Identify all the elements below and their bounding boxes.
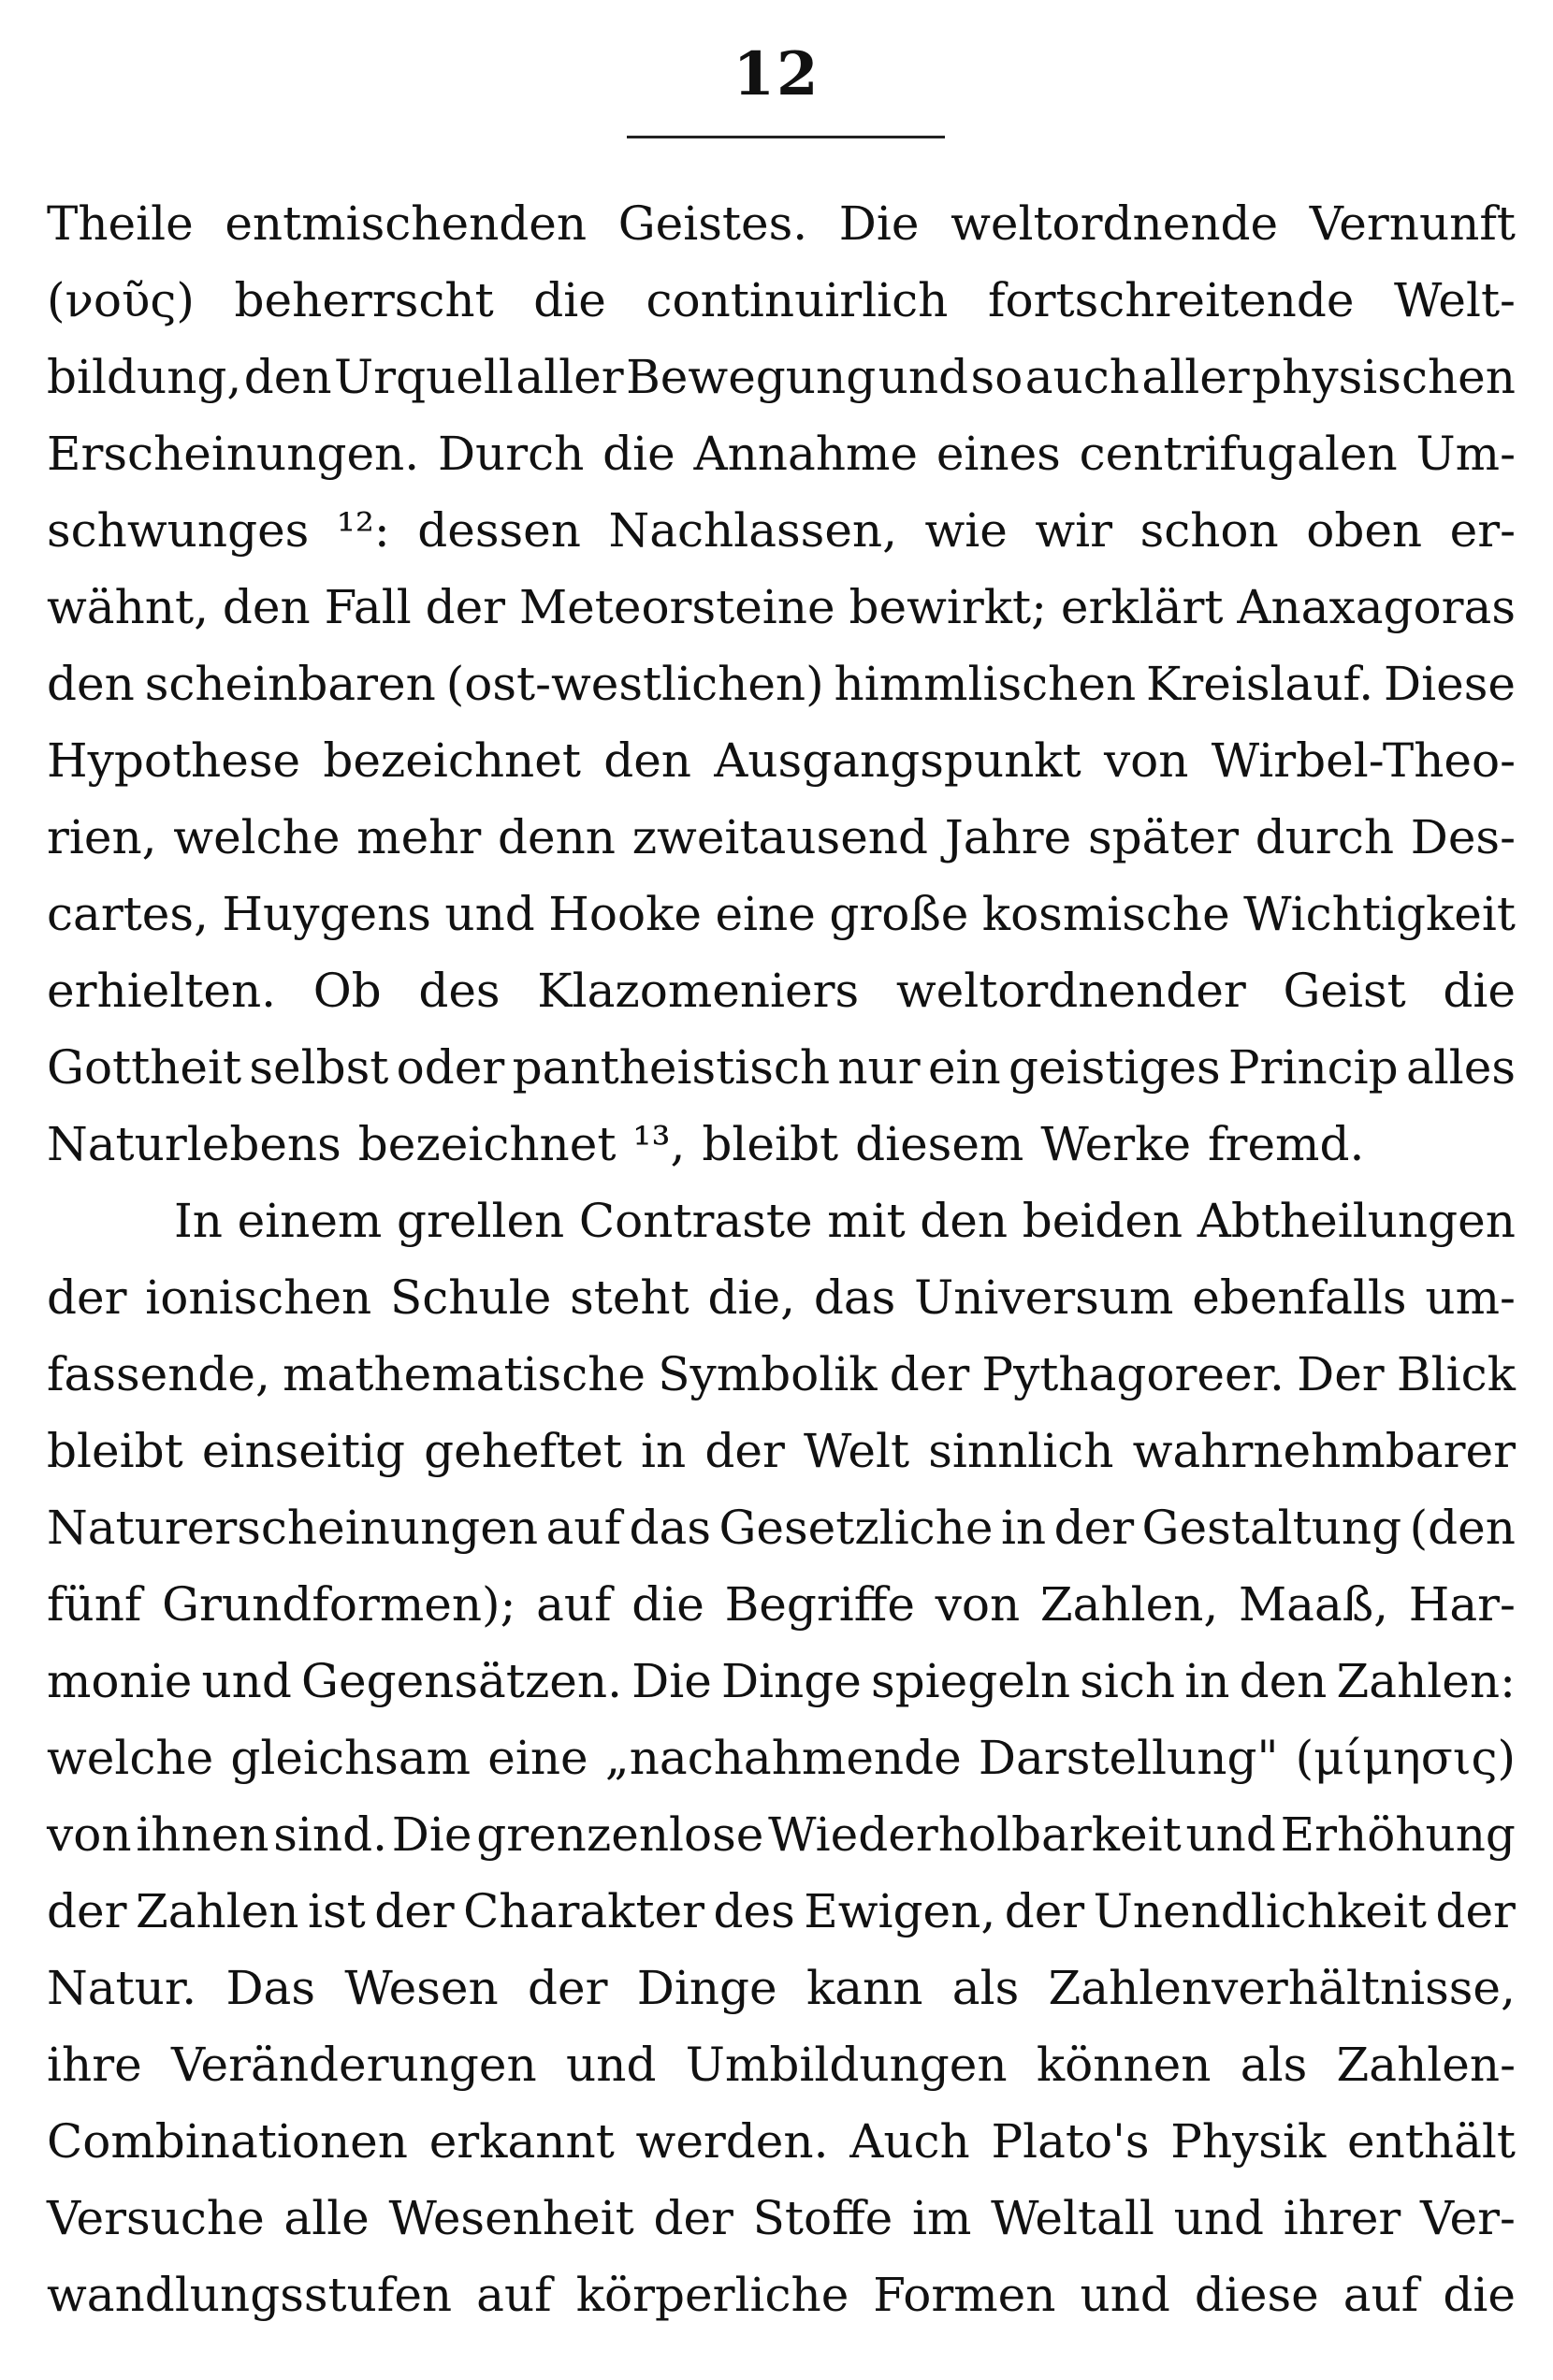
- word: centrifugalen: [1079, 427, 1398, 481]
- word: geistiges: [1009, 1040, 1221, 1095]
- word: auch: [1024, 350, 1139, 404]
- word: Kreislauf.: [1146, 657, 1374, 711]
- word: bleibt: [702, 1117, 839, 1171]
- word: mit: [827, 1194, 906, 1248]
- word: Wirbel-Theo-: [1211, 733, 1516, 788]
- word: erkannt: [428, 2114, 615, 2169]
- word: Erhöhung: [1280, 1807, 1516, 1862]
- word: Der: [1297, 1347, 1385, 1401]
- word: der: [1435, 1884, 1516, 1938]
- word: Symbolik: [658, 1347, 878, 1401]
- word: bewirkt;: [849, 580, 1047, 634]
- word: Gesetzliche: [718, 1501, 994, 1555]
- word: Formen: [873, 2268, 1056, 2322]
- text-line: [47, 2180, 1516, 2257]
- text-line: [47, 1029, 1516, 1106]
- word: Abtheilungen: [1197, 1194, 1516, 1248]
- word: wahrnehmbarer: [1132, 1424, 1516, 1478]
- word: entmischenden: [225, 196, 588, 251]
- word: können: [1036, 2038, 1212, 2092]
- word: Dinge: [720, 1654, 862, 1708]
- header-rule: [627, 136, 945, 138]
- text-line: [47, 1873, 1516, 1950]
- word: in: [1000, 1501, 1047, 1555]
- word: so: [970, 350, 1023, 404]
- word: bleibt: [47, 1424, 183, 1478]
- word: die,: [707, 1270, 796, 1325]
- word: Klazomeniers: [537, 964, 860, 1018]
- word: Geist: [1283, 964, 1406, 1018]
- word: Blick: [1396, 1347, 1516, 1401]
- word: wir: [1035, 503, 1113, 558]
- word: wandlungsstufen: [47, 2268, 453, 2322]
- word: oder: [396, 1040, 505, 1095]
- word: Anaxagoras: [1237, 580, 1516, 634]
- word: Des-: [1410, 810, 1516, 864]
- word: (νοῦς): [47, 273, 195, 327]
- word: ist: [307, 1884, 366, 1938]
- word: grellen: [396, 1194, 565, 1248]
- word: er-: [1449, 503, 1516, 558]
- word: Zahlen-: [1336, 2038, 1516, 2092]
- word: der: [1004, 1884, 1085, 1938]
- word: zweitausend: [631, 810, 928, 864]
- word: nur: [837, 1040, 921, 1095]
- word: Princip: [1227, 1040, 1399, 1095]
- word: Das: [225, 1961, 316, 2015]
- word: im: [911, 2191, 972, 2245]
- word: scheinbaren: [144, 657, 436, 711]
- word: Zahlen:: [1336, 1654, 1516, 1708]
- word: Contraste: [578, 1194, 813, 1248]
- word: Darstellung": [978, 1731, 1279, 1785]
- word: den: [1239, 1654, 1328, 1708]
- text-line: [47, 1413, 1516, 1489]
- text-line: [47, 1566, 1516, 1643]
- word: weltordnende: [951, 196, 1279, 251]
- word: Urquell: [334, 350, 514, 404]
- text-line: [47, 185, 1516, 262]
- word: Nachlassen,: [608, 503, 898, 558]
- word: und: [444, 887, 535, 941]
- word: Ob: [312, 964, 382, 1018]
- text-line: [47, 2026, 1516, 2103]
- word: cartes,: [47, 887, 209, 941]
- word: diese: [1194, 2268, 1319, 2322]
- word: als: [951, 1961, 1020, 2015]
- word: von: [1103, 733, 1189, 788]
- word: (ost-westlichen): [445, 657, 824, 711]
- word: fünf: [47, 1577, 142, 1632]
- word: geheftet: [424, 1424, 622, 1478]
- word: rien,: [47, 810, 157, 864]
- word: himmlischen: [834, 657, 1137, 711]
- word: Unendlichkeit: [1093, 1884, 1427, 1938]
- word: welche: [173, 810, 341, 864]
- word: ihnen: [136, 1807, 269, 1862]
- word: beiden: [1022, 1194, 1183, 1248]
- text-line: [47, 722, 1516, 799]
- text-line: [47, 569, 1516, 646]
- word: Jahre: [944, 810, 1072, 864]
- word: Wesen: [344, 1961, 499, 2015]
- text-line: [47, 799, 1516, 876]
- word: Annahme: [693, 427, 919, 481]
- word: erhielten.: [47, 964, 277, 1018]
- word: des: [713, 1884, 795, 1938]
- text-line: [47, 1643, 1516, 1720]
- word: monie: [47, 1654, 193, 1708]
- word: sich: [1080, 1654, 1176, 1708]
- word: grenzenlose: [476, 1807, 764, 1862]
- word: denn: [497, 810, 616, 864]
- word: Fall: [324, 580, 412, 634]
- word: Universum: [914, 1270, 1174, 1325]
- word: Grundformen);: [162, 1577, 516, 1632]
- word: Die: [631, 1654, 712, 1708]
- text-line: [47, 339, 1516, 415]
- word: Vernunft: [1309, 196, 1516, 251]
- text-line: [47, 1183, 1516, 1259]
- word: Bewegung: [626, 350, 877, 404]
- word: der: [653, 2191, 733, 2245]
- word: mathematische: [283, 1347, 646, 1401]
- word: Combinationen: [47, 2114, 408, 2169]
- word: ihre: [47, 2038, 142, 2092]
- word: das: [629, 1501, 712, 1555]
- word: Erscheinungen.: [47, 427, 420, 481]
- word: diesem: [855, 1117, 1024, 1171]
- word: gleichsam: [230, 1731, 472, 1785]
- text-line: [47, 492, 1516, 569]
- word: Naturerscheinungen: [47, 1501, 539, 1555]
- word: schwunges: [47, 503, 310, 558]
- word: aller: [515, 350, 624, 404]
- word: alles: [1405, 1040, 1516, 1095]
- word: continuirlich: [646, 273, 949, 327]
- word: sinnlich: [928, 1424, 1114, 1478]
- word: (μίμησις): [1295, 1731, 1516, 1785]
- word: Meteorsteine: [518, 580, 835, 634]
- word: (den: [1409, 1501, 1516, 1555]
- text-line: [47, 646, 1516, 722]
- word: auf: [476, 2268, 552, 2322]
- body-text: [47, 185, 1516, 2333]
- word: in: [641, 1424, 687, 1478]
- word: der: [889, 1347, 970, 1401]
- word: ionischen: [145, 1270, 372, 1325]
- word: Wiederholbarkeit: [768, 1807, 1182, 1862]
- word: Hypothese: [47, 733, 301, 788]
- word: weltordnender: [895, 964, 1246, 1018]
- word: Dinge: [636, 1961, 777, 2015]
- word: Gottheit: [47, 1040, 242, 1095]
- word: den: [920, 1194, 1009, 1248]
- word: den: [243, 350, 332, 404]
- word: Welt-: [1394, 273, 1516, 327]
- word: der: [47, 1270, 127, 1325]
- text-line: [47, 1489, 1516, 1566]
- word: oben: [1306, 503, 1423, 558]
- word: Versuche: [47, 2191, 265, 2245]
- word: welche: [47, 1731, 214, 1785]
- word: und: [1080, 2268, 1170, 2322]
- word: pantheistisch: [512, 1040, 831, 1095]
- word: körperliche: [575, 2268, 849, 2322]
- word: um-: [1425, 1270, 1516, 1325]
- word: bezeichnet: [357, 1117, 617, 1171]
- word: dessen: [417, 503, 581, 558]
- text-line: [47, 262, 1516, 339]
- word: von: [935, 1577, 1021, 1632]
- word: aller: [1141, 350, 1250, 404]
- word: die: [631, 1577, 704, 1632]
- word: Die: [391, 1807, 472, 1862]
- word: und: [1173, 2191, 1264, 2245]
- word: durch: [1255, 810, 1395, 864]
- word: Veränderungen: [171, 2038, 537, 2092]
- word: Zahlen,: [1039, 1577, 1219, 1632]
- text-line: [47, 415, 1516, 492]
- word: eine: [715, 887, 816, 941]
- word: und: [878, 350, 969, 404]
- word: kann: [806, 1961, 923, 2015]
- word: in: [1184, 1654, 1230, 1708]
- word: eine: [487, 1731, 588, 1785]
- word: Charakter: [463, 1884, 705, 1938]
- word: beherrscht: [234, 273, 494, 327]
- word: ebenfalls: [1192, 1270, 1407, 1325]
- word: einem: [237, 1194, 383, 1248]
- text-line: [47, 2257, 1516, 2333]
- word: ¹²:: [336, 503, 390, 558]
- word: der: [374, 1884, 455, 1938]
- word: Hooke: [548, 887, 702, 941]
- word: und: [1185, 1807, 1276, 1862]
- word: einseitig: [201, 1424, 405, 1478]
- word: enthält: [1346, 2114, 1516, 2169]
- word: Maaß,: [1238, 1577, 1389, 1632]
- word: ihrer: [1283, 2191, 1401, 2245]
- word: Zahlen: [135, 1884, 299, 1938]
- word: als: [1240, 2038, 1308, 2092]
- word: Wichtigkeit: [1243, 887, 1516, 941]
- word: Wesenheit: [388, 2191, 634, 2245]
- word: von: [47, 1807, 132, 1862]
- word: Begriffe: [724, 1577, 915, 1632]
- page-number: 12: [733, 39, 820, 109]
- word: werden.: [635, 2114, 829, 2169]
- text-line: [47, 952, 1516, 1029]
- word: auf: [536, 1577, 612, 1632]
- word: der: [527, 1961, 608, 2015]
- word: Umbildungen: [685, 2038, 1008, 2092]
- text-line: [47, 1106, 1516, 1183]
- word: der: [47, 1884, 127, 1938]
- word: Physik: [1170, 2114, 1327, 2169]
- text-line: [47, 1259, 1516, 1336]
- word: der: [1053, 1501, 1135, 1555]
- word: und: [566, 2038, 657, 2092]
- word: fassende,: [47, 1347, 270, 1401]
- word: erklärt: [1060, 580, 1224, 634]
- word: Huygens: [222, 887, 431, 941]
- word: bildung,: [47, 350, 242, 404]
- word: das: [813, 1270, 896, 1325]
- word: der: [704, 1424, 785, 1478]
- word: die: [602, 427, 675, 481]
- word: und: [201, 1654, 292, 1708]
- word: Durch: [437, 427, 585, 481]
- word: schon: [1139, 503, 1279, 558]
- word: Natur.: [47, 1961, 197, 2015]
- word: sind.: [273, 1807, 388, 1862]
- word: große: [829, 887, 969, 941]
- word: Werke: [1040, 1117, 1192, 1171]
- word: steht: [570, 1270, 689, 1325]
- word: Geistes.: [617, 196, 808, 251]
- word: auf: [1343, 2268, 1419, 2322]
- word: Stoffe: [752, 2191, 893, 2245]
- text-line: [47, 1950, 1516, 2026]
- word: mehr: [356, 810, 482, 864]
- word: Um-: [1415, 427, 1516, 481]
- text-line: [47, 1720, 1516, 1796]
- word: Gegensätzen.: [301, 1654, 622, 1708]
- word: wie: [924, 503, 1008, 558]
- word: fremd.: [1208, 1117, 1365, 1171]
- word: ¹³,: [632, 1117, 686, 1171]
- word: den: [222, 580, 311, 634]
- word: spiegeln: [871, 1654, 1071, 1708]
- word: bezeichnet: [323, 733, 581, 788]
- word: den: [47, 657, 135, 711]
- word: kosmische: [981, 887, 1230, 941]
- word: wähnt,: [47, 580, 209, 634]
- word: Die: [838, 196, 920, 251]
- word: Zahlenverhältnisse,: [1048, 1961, 1516, 2015]
- word: die: [1443, 964, 1516, 1018]
- word: Ver-: [1420, 2191, 1516, 2245]
- word: fortschreitende: [988, 273, 1355, 327]
- word: den: [603, 733, 691, 788]
- word: Naturlebens: [47, 1117, 341, 1171]
- word: die: [1443, 2268, 1516, 2322]
- word: Gestaltung: [1141, 1501, 1402, 1555]
- word: auf: [545, 1501, 622, 1555]
- text-line: [47, 1796, 1516, 1873]
- text-line: [47, 876, 1516, 952]
- word: Pythagoreer.: [981, 1347, 1284, 1401]
- word: selbst: [249, 1040, 389, 1095]
- word: ein: [927, 1040, 1001, 1095]
- word: Ewigen,: [804, 1884, 996, 1938]
- text-line: [47, 1336, 1516, 1413]
- word: Plato's: [991, 2114, 1150, 2169]
- word: Schule: [390, 1270, 552, 1325]
- word: Har-: [1408, 1577, 1516, 1632]
- word: physischen: [1252, 350, 1516, 404]
- word: eines: [936, 427, 1061, 481]
- word: Diese: [1384, 657, 1516, 711]
- word: Auch: [849, 2114, 970, 2169]
- word: Theile: [47, 196, 194, 251]
- word: später: [1087, 810, 1240, 864]
- text-line: [47, 2103, 1516, 2180]
- word: des: [418, 964, 501, 1018]
- word: die: [533, 273, 606, 327]
- word: Weltall: [991, 2191, 1154, 2245]
- word: alle: [283, 2191, 370, 2245]
- word: Ausgangspunkt: [714, 733, 1081, 788]
- word: „nachahmende: [604, 1731, 962, 1785]
- word: der: [425, 580, 506, 634]
- word: In: [174, 1194, 223, 1248]
- word: Welt: [804, 1424, 910, 1478]
